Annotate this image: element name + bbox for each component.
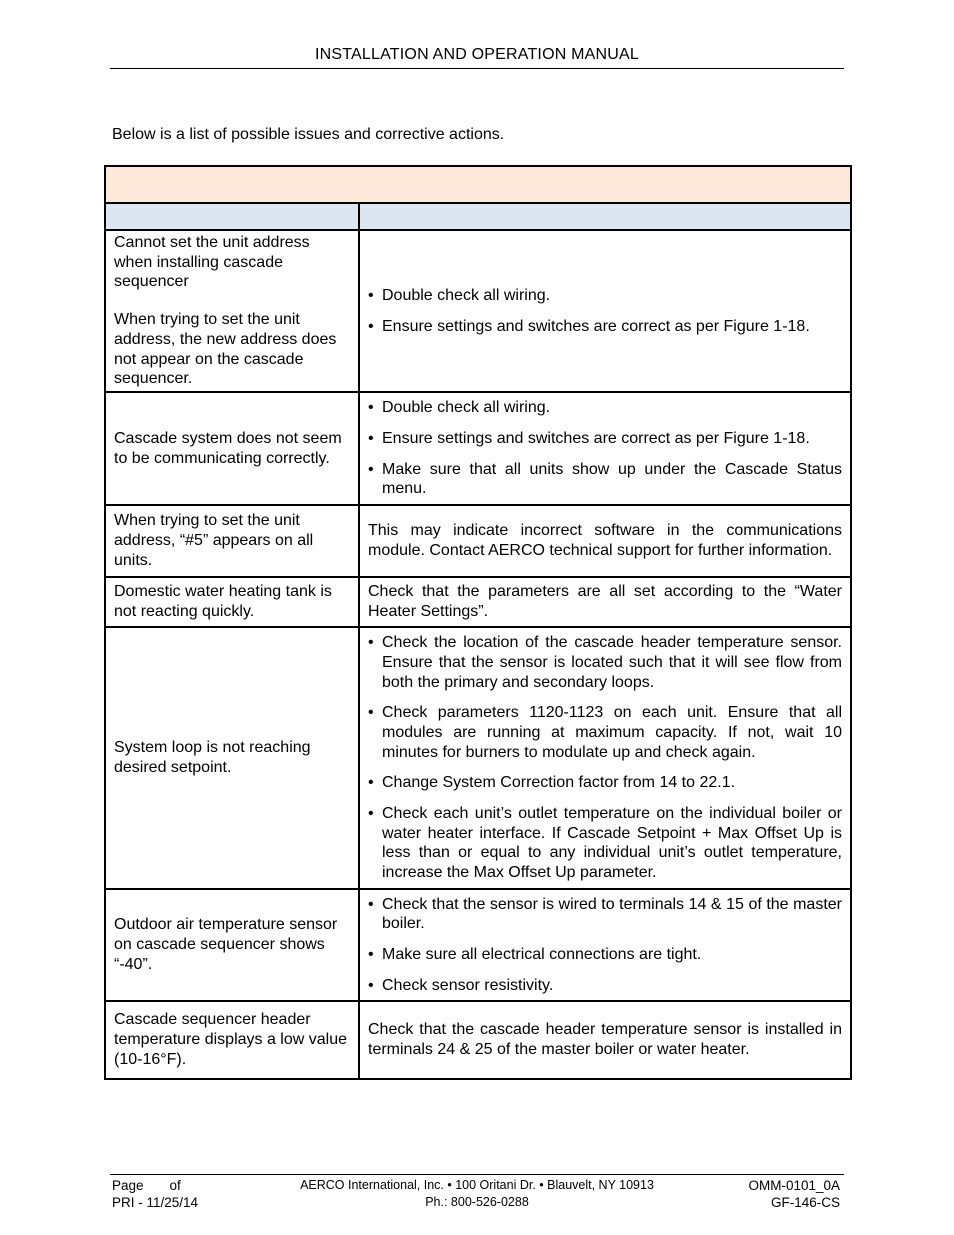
list-item: • Make sure all electrical connections are tight. xyxy=(368,945,842,965)
intro-text: Below is a list of possible issues and corrective actions. xyxy=(112,126,505,143)
page-number-line: Page of xyxy=(112,1178,181,1193)
issue-cell xyxy=(105,392,359,505)
table-row xyxy=(105,1001,851,1079)
issue-cell xyxy=(105,627,359,889)
table-row xyxy=(105,577,851,627)
list-item: • Check the location of the cascade header temperature sensor. Ensure that the sensor is located such that it will see flow from both the primary and secondary loops. xyxy=(368,633,842,692)
company-phone: Ph.: 800-526-0288 xyxy=(425,1195,529,1209)
page-header-title: INSTALLATION AND OPERATION MANUAL xyxy=(315,46,639,63)
action-cell: Check that the parameters are all set according to the “Water Heater Settings”. xyxy=(359,577,851,627)
issue-cell xyxy=(105,230,359,392)
issue-cell xyxy=(105,889,359,1001)
issue-text: Outdoor air temperature sensor on cascade sequencer shows “-40”. xyxy=(114,916,338,973)
issue-text: Cannot set the unit address when installing cascade sequencer xyxy=(114,234,310,291)
table-title xyxy=(105,166,851,203)
action-list xyxy=(368,895,842,996)
action-cell xyxy=(359,392,851,505)
issue-text: Cascade sequencer header temperature displays a low value (10-16°F). xyxy=(114,1011,348,1068)
action-cell: This may indicate incorrect software in the communications module. Contact AERCO technical support for further information. xyxy=(359,505,851,577)
issue-text: Cascade system does not seem to be communicating correctly. xyxy=(114,429,342,467)
table-row xyxy=(105,392,851,505)
table-header-row xyxy=(105,203,851,230)
table-row xyxy=(105,889,851,1001)
footer-right xyxy=(748,1177,840,1211)
company-address: AERCO International, Inc. • 100 Oritani Dr. • Blauvelt, NY 10913 xyxy=(300,1178,654,1192)
action-list xyxy=(368,286,842,336)
list-item: • Check parameters 1120-1123 on each unit. Ensure that all modules are running at maximum capacity. If not, wait 10 minutes for burners to modulate up and check again. xyxy=(368,703,842,762)
footer-center xyxy=(260,1177,694,1211)
form-number: GF-146-CS xyxy=(770,1195,840,1210)
list-item: • Check sensor resistivity. xyxy=(368,976,842,996)
footer-divider xyxy=(110,1174,844,1175)
list-item: • Ensure settings and switches are correct as per Figure 1-18. xyxy=(368,317,842,337)
list-item: • Ensure settings and switches are correct as per Figure 1-18. xyxy=(368,429,842,449)
action-cell xyxy=(359,230,851,392)
document-number: OMM-0101_0A xyxy=(748,1178,840,1193)
action-list xyxy=(368,633,842,883)
list-item: • Change System Correction factor from 14 to 22.1. xyxy=(368,773,842,793)
troubleshooting-table xyxy=(104,165,852,1080)
issue-text: System loop is not reaching desired setpoint. xyxy=(114,739,311,776)
issue-cell xyxy=(105,1001,359,1079)
list-item: • Double check all wiring. xyxy=(368,286,842,306)
list-item: • Make sure that all units show up under the Cascade Status menu. xyxy=(368,460,842,499)
issue-text: When trying to set the unit address, the new address does not appear on the cascade sequencer. xyxy=(114,311,337,388)
action-cell xyxy=(359,889,851,1001)
footer-left xyxy=(112,1177,198,1211)
action-cell xyxy=(359,627,851,889)
action-list xyxy=(368,398,842,499)
table-row xyxy=(105,230,851,392)
table-row xyxy=(105,505,851,577)
issue-cell xyxy=(105,577,359,627)
action-cell: Check that the cascade header temperature sensor is installed in terminals 24 & 25 of the master boiler or water heater. xyxy=(359,1001,851,1079)
table-title-row xyxy=(105,166,851,203)
header-divider xyxy=(110,68,844,69)
issue-text: Domestic water heating tank is not reacting quickly. xyxy=(114,583,332,620)
action-column-header xyxy=(359,203,851,230)
issue-text: When trying to set the unit address, “#5” appears on all units. xyxy=(114,512,314,569)
list-item: • Double check all wiring. xyxy=(368,398,842,418)
table-row xyxy=(105,627,851,889)
list-item: • Check each unit’s outlet temperature on the individual boiler or water heater interface. If Cascade Setpoint + Max Offset Up is less than or equal to any individual unit’s outlet temperature, increase the Max Offset Up parameter. xyxy=(368,804,842,883)
issue-cell xyxy=(105,505,359,577)
revision-date: PRI - 11/25/14 xyxy=(112,1195,199,1210)
issue-column-header xyxy=(105,203,359,230)
list-item: • Check that the sensor is wired to terminals 14 & 15 of the master boiler. xyxy=(368,895,842,934)
